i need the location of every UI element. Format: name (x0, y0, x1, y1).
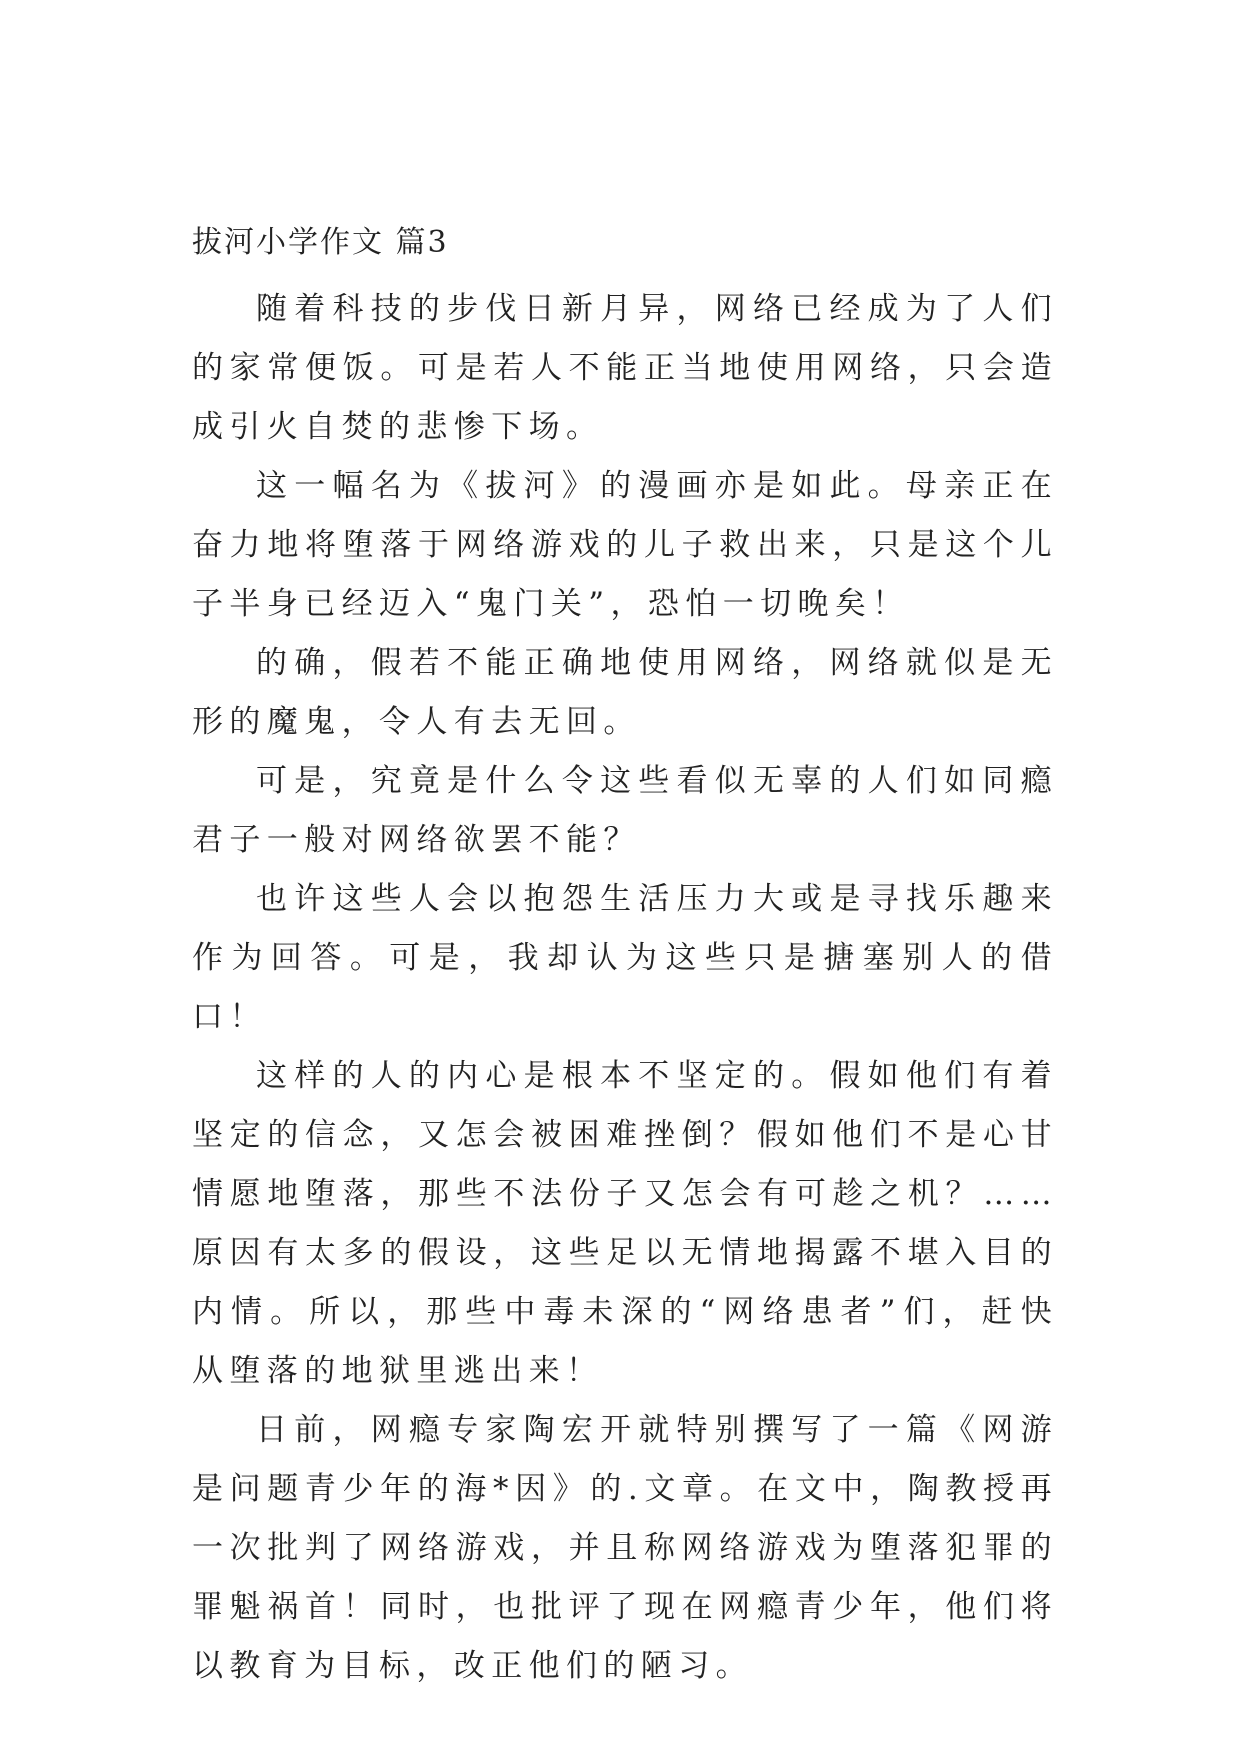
paragraph: 这一幅名为《拔河》的漫画亦是如此。母亲正在奋力地将堕落于网络游戏的儿子救出来，只是这个儿子半身已经迈入“鬼门关”，恐怕一切晚矣！ (192, 468, 1058, 622)
document-body (192, 280, 1058, 1696)
paragraph: 随着科技的步伐日新月异，网络已经成为了人们的家常便饭。可是若人不能正当地使用网络，只会造成引火自焚的悲惨下场。 (192, 291, 1058, 445)
paragraph: 可是，究竟是什么令这些看似无辜的人们如同瘾君子一般对网络欲罢不能？ (192, 763, 1058, 858)
paragraph: 的确，假若不能正确地使用网络，网络就似是无形的魔鬼，令人有去无回。 (192, 645, 1058, 740)
paragraph: 日前，网瘾专家陶宏开就特别撰写了一篇《网游是问题青少年的海*因》的.文章。在文中，陶教授再一次批判了网络游戏，并且称网络游戏为堕落犯罪的罪魁祸首！同时，也批评了现在网瘾青少年，他们将以教育为目标，改正他们的陋习。 (192, 1412, 1058, 1684)
document-title: 拔河小学作文 篇3 (192, 225, 449, 260)
paragraph: 也许这些人会以抱怨生活压力大或是寻找乐趣来作为回答。可是，我却认为这些只是搪塞别人的借口！ (192, 881, 1058, 1035)
paragraph: 这样的人的内心是根本不坚定的。假如他们有着坚定的信念，又怎会被困难挫倒？假如他们不是心甘情愿地堕落，那些不法份子又怎会有可趁之机？……原因有太多的假设，这些足以无情地揭露不堪入目的内情。所以，那些中毒未深的“网络患者”们，赶快从堕落的地狱里逃出来！ (192, 1058, 1058, 1389)
